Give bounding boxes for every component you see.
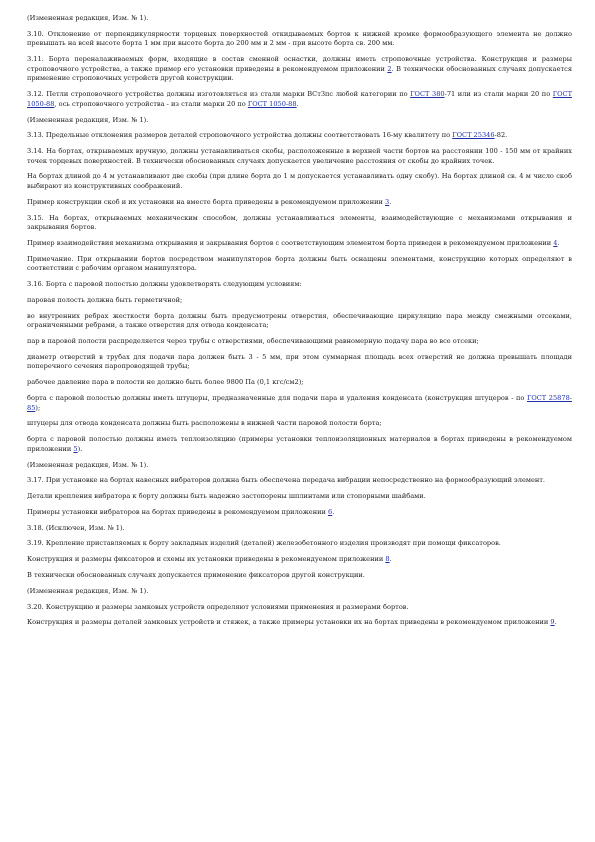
paragraph-text: борта с паровой полостью должны иметь теплоизоляцию (примеры установки теплоизоляционных материалов в бортах приведены в рекомендуемом приложении [27, 435, 572, 453]
reference-link[interactable]: 4 [553, 238, 558, 247]
paragraph [27, 337, 572, 347]
paragraph-text: Детали крепления вибратора к борту должны быть надежно застопорены шплинтами или стопорными шайбами. [27, 492, 426, 501]
paragraph-text: 3.16. Борта с паровой полостью должны удовлетворять следующим условиям: [27, 280, 302, 289]
paragraph [27, 378, 572, 388]
paragraph-text: рабочее давление пара в полости не должно быть более 9800 Па (0,1 кгс/см2); [27, 378, 304, 387]
paragraph-text: Пример взаимодействия механизма открывания и закрывания бортов с соответствующим элементом борта приведен в рекомендуемом приложении [27, 238, 554, 247]
reference-link[interactable]: 8 [385, 555, 390, 564]
paragraph [27, 55, 572, 84]
paragraph-text: (Измененная редакция, Изм. № 1). [27, 460, 149, 469]
paragraph [27, 618, 572, 628]
paragraph [27, 587, 572, 597]
paragraph-text: 3.15. На бортах, открываемых механическим способом, должны устанавливаться элементы, взаимодействующие с механизмами открывания и закрывания бортов. [27, 213, 572, 232]
paragraph-text: Примеры установки вибраторов на бортах приведены в рекомендуемом приложении [27, 507, 328, 516]
paragraph [27, 353, 572, 372]
paragraph-text: -71 или из стали марки 20 по [444, 90, 553, 99]
paragraph-text: Пример конструкции скоб и их установки на вместе борта приведены в рекомендуемом приложении [27, 197, 385, 206]
paragraph-text: Конструкция и размеры деталей замковых устройств и стяжек, а также примеры установки их на бортах приведены в рекомендуемом приложении [27, 618, 551, 627]
paragraph-text: . [332, 507, 335, 516]
paragraph [27, 492, 572, 502]
paragraph [27, 214, 572, 233]
paragraph-text: паровая полость должна быть герметичной; [27, 295, 183, 304]
paragraph-text: (Измененная редакция, Изм. № 1). [27, 115, 149, 124]
reference-link[interactable]: ГОСТ 1050-88 [27, 90, 572, 108]
paragraph-text: 3.18. (Исключен, Изм. № 1). [27, 523, 125, 532]
reference-link[interactable]: ГОСТ 25878-85 [27, 394, 572, 412]
paragraph-text: 3.14. На бортах, открываемых вручную, должны устанавливаться скобы, расположенные в верхней части бортов на расстоянии 100 - 150 мм от крайних точек торцевых поверхностей. В технически обоснованных случаях допускается увеличение расстояния от скобы до крайних точек. [27, 147, 572, 165]
paragraph [27, 476, 572, 486]
paragraph-text: ). [77, 444, 83, 453]
paragraph [27, 603, 572, 613]
paragraph-text: диаметр отверстий в трубах для подачи пара должен быть 3 - 5 мм, при этом суммарная площадь всех отверстий не должна превышать площади поперечного сечения паропроводящей трубы; [27, 352, 572, 371]
paragraph [27, 14, 572, 24]
reference-link[interactable]: 9 [550, 618, 555, 627]
document-page [27, 14, 572, 634]
paragraph [27, 461, 572, 471]
paragraph-text: (Измененная редакция, Изм. № 1). [27, 586, 149, 595]
paragraph-text: В технически обоснованных случаях допускается применение фиксаторов другой конструкции. [27, 571, 365, 579]
paragraph-text: На бортах длиной до 4 м устанавливают две скобы (при длине борта до 1 м допускается устанавливать одну скобу). На бортах длиной св. 4 м число скоб выбирают из конструктивных соображений. [27, 172, 572, 191]
paragraph-text: 3.12. Петли строповочного устройства должны изготовляться из стали марки ВСт3пс любой категории по [27, 90, 411, 99]
reference-link[interactable]: ГОСТ 25346 [452, 131, 495, 140]
paragraph-text: Конструкция и размеры фиксаторов и схемы их установки приведены в рекомендуемом приложении [27, 555, 386, 564]
paragraph-text: борта с паровой полостью должны иметь штуцеры, предназначенные для подачи пара и удаления конденсата (конструкция штуцеров - по [27, 394, 527, 402]
paragraph [27, 571, 572, 581]
paragraph [27, 90, 572, 109]
paragraph-text: . [389, 197, 392, 206]
paragraph-text: 3.19. Крепление приставляемых к борту закладных изделий (деталей) железобетонного изделия производят при помощи фиксаторов. [27, 539, 501, 548]
paragraph [27, 312, 572, 331]
paragraph-text: . В технически обоснованных случаях допускается применение строповочных устройств другой конструкции. [27, 64, 572, 83]
paragraph-text: Примечание. При открывании бортов посредством манипуляторов борта должны быть оснащены элементами, конструкцию которых определяют в соответствии с рабочим органом манипулятора. [27, 254, 572, 273]
reference-link[interactable]: 5 [73, 444, 78, 453]
paragraph-text: 3.17. При установке на бортах навесных вибраторов должна быть обеспечена передача вибрации непосредственно на формообразующий элемент. [27, 476, 546, 485]
reference-link[interactable]: 6 [327, 507, 333, 516]
paragraph-text: (Измененная редакция, Изм. № 1). [27, 14, 149, 22]
paragraph [27, 255, 572, 274]
paragraph [27, 555, 572, 565]
paragraph [27, 296, 572, 306]
paragraph-text: , ось строповочного устройства - из стали марки 20 по [54, 99, 248, 108]
paragraph-text: 3.10. Отклонение от перпендикулярности торцевых поверхностей откидываемых бортов к нижней кромке формообразующего элемента не должно превышать на всей высоте борта 1 мм при высоте борта до 200 мм и 2 мм - при высоте борта св. 200 мм. [27, 29, 572, 48]
paragraph-text: -82. [494, 131, 508, 140]
paragraph [27, 435, 572, 454]
paragraph [27, 131, 572, 141]
paragraph [27, 419, 572, 429]
paragraph-text: . [557, 238, 560, 247]
paragraph-text: штуцеры для отвода конденсата должны быть расположены в нижней части паровой полости борта; [27, 419, 382, 428]
paragraph-text: во внутренних ребрах жесткости борта должны быть предусмотрены отверстия, обеспечивающие циркуляцию пара между смежными отсеками, ограниченными ребрами, а также отверстия для отвода конденсата; [27, 311, 572, 330]
paragraph [27, 147, 572, 166]
paragraph [27, 280, 572, 290]
paragraph-text: ); [35, 403, 41, 412]
paragraph [27, 239, 572, 249]
paragraph [27, 116, 572, 126]
paragraph [27, 198, 572, 208]
paragraph-text: 3.11. Борта переналаживаемых форм, входящие в состав сменной оснастки, должны иметь строповочные устройства. Конструкция и размеры строповочного устройства, а также пример его установки приведены в рекомендуемом приложении [27, 55, 572, 73]
paragraph-text: . [296, 99, 299, 108]
paragraph [27, 508, 572, 518]
paragraph-text: . [389, 555, 392, 564]
paragraph-text: . [554, 618, 557, 627]
paragraph [27, 30, 572, 49]
paragraph-text: пар в паровой полости распределяется через трубы с отверстиями, обеспечивающими равномерную подачу пара во все отсеки; [27, 337, 479, 346]
reference-link[interactable]: 3 [384, 197, 390, 206]
paragraph-text: 3.20. Конструкцию и размеры замковых устройств определяют условиями применения и размерами бортов. [27, 602, 409, 611]
paragraph [27, 394, 572, 413]
reference-link[interactable]: ГОСТ 380 [410, 90, 445, 99]
paragraph [27, 172, 572, 191]
reference-link[interactable]: ГОСТ 1050-88 [247, 99, 297, 108]
paragraph-text: 3.13. Предельные отклонения размеров деталей строповочного устройства должны соответствовать 16-му квалитету по [27, 131, 453, 140]
paragraph [27, 539, 572, 549]
reference-link[interactable]: 2 [387, 64, 392, 73]
paragraph [27, 524, 572, 534]
